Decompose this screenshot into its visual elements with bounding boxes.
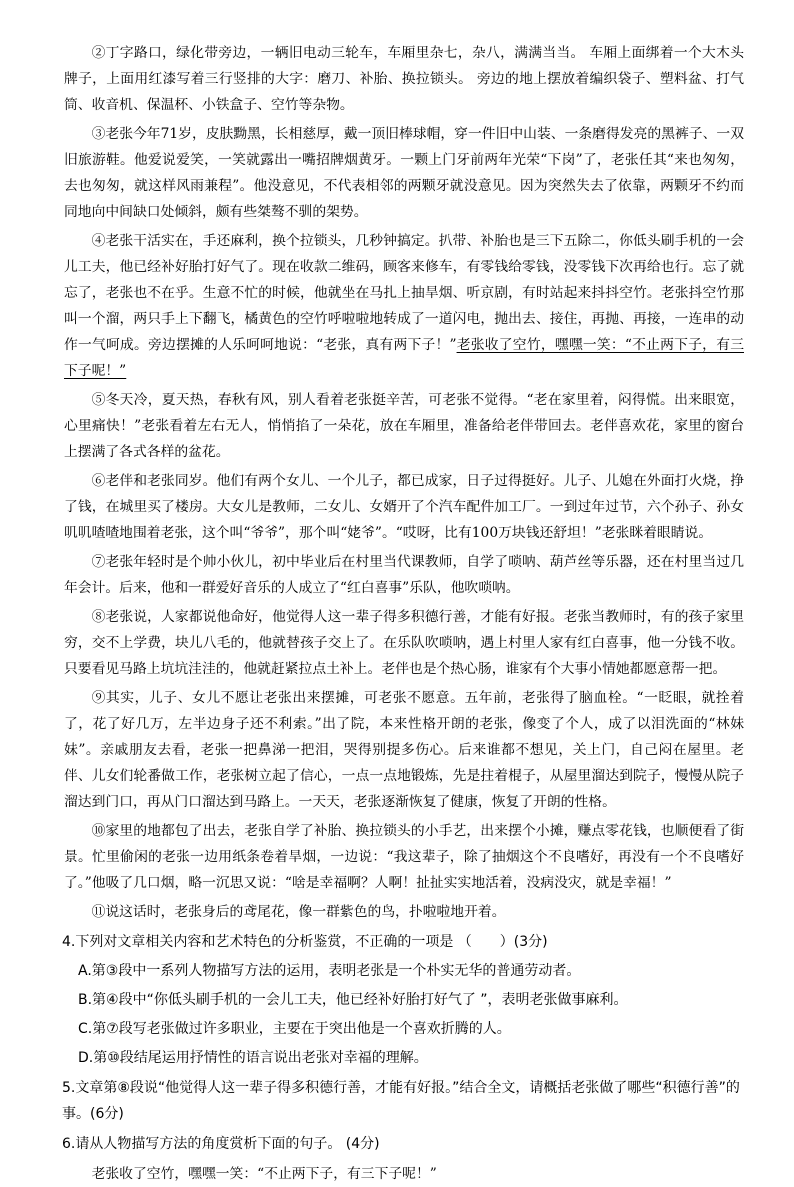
question-5: 5.文章第⑧段说“他觉得人这一辈子得多积德行善，才能有好报。”结合全文，请概括老张做了哪些“积德行善”的事。(6分) (62, 1080, 740, 1122)
question-4-option-c: C.第⑦段写老张做过许多职业，主要在于突出他是一个喜欢折腾的人。 (78, 1021, 511, 1037)
paragraph-3: ③老张今年71岁，皮肤黝黑，长相慈厚，戴一顶旧棒球帽，穿一件旧中山装、一条磨得发亮的黑裤子、一双旧旅游鞋。他爱说爱笑，一笑就露出一嘴招牌烟黄牙。一颗上门牙前两年光荣“下岗”了，老张任其“来也匆匆，去也匆匆，就这样风雨兼程”。他没意见，不代表相邻的两颗牙就没意见。因为突然失去了依靠，两颗牙不约而同地向中间缺口处倾斜，颇有些桀骜不驯的架势。 (64, 126, 744, 220)
paragraph-4 (64, 228, 744, 384)
question-4-option-b: B.第④段中“你低头刷手机的一会儿工夫，他已经补好胎打好气了 ”，表明老张做事麻利。 (78, 992, 628, 1008)
question-4-option-a: A.第③段中一系列人物描写方法的运用，表明老张是一个朴实无华的普通劳动者。 (78, 963, 581, 979)
paragraph-9: ⑨其实，儿子、女儿不愿让老张出来摆摊，可老张不愿意。五年前，老张得了脑血栓。“一眨眼，就拴着了，花了好几万，左半边身子还不利索。”出了院，本来性格开朗的老张，像变了个人，成了以泪洗面的“林妹妹”。亲戚朋友去看，老张一把鼻涕一把泪，哭得别提多伤心。后来谁都不想见，关上门，自己闷在屋里。老伴、儿女们轮番做工作，老张树立起了信心，一点一点地锻炼，先是拄着棍子，从屋里溜达到院子，慢慢从院子溜达到门口，再从门口溜达到马路上。一天天，老张逐渐恢复了健康，恢复了开朗的性格。 (64, 690, 744, 810)
paragraph-11: ⑪说这话时，老张身后的鸢尾花，像一群紫色的鸟，扑啦啦地开着。 (91, 904, 506, 920)
question-6: 6.请从人物描写方法的角度赏析下面的句子。 (4分) (62, 1136, 380, 1152)
question-4-option-d: D.第⑩段结尾运用抒情性的语言说出老张对幸福的理解。 (78, 1050, 428, 1066)
exam-page (64, 40, 744, 1187)
reading-passage (64, 40, 744, 925)
question-4: 4.下列对文章相关内容和艺术特色的分析鉴赏，不正确的一项是 （ ）(3分) (62, 934, 548, 950)
paragraph-6: ⑥老伴和老张同岁。他们有两个女儿、一个儿子，都已成家，日子过得挺好。儿子、儿媳在外面打火烧，挣了钱，在城里买了楼房。大女儿是教师，二女儿、女婿开了个汽车配件加工厂。一到过年过节，六个孙子、孙女叽叽喳喳地围着老张，这个叫“爷爷”，那个叫“姥爷”。“哎呀，比有100万块钱还舒坦！”老张眯着眼睛说。 (64, 473, 744, 541)
underlined-sentence: 老张收了空竹，嘿嘿一笑：“不止两下子，有三下子呢！” (64, 337, 744, 379)
paragraph-8: ⑧老张说，人家都说他命好，他觉得人这一辈子得多积德行善，才能有好报。老张当教师时，有的孩子家里穷，交不上学费，块儿八毛的，他就替孩子交上了。在乐队吹唢呐，遇上村里人家有红白喜事，他一分钱不收。只要看见马路上坑坑洼洼的，他就赶紧拉点土补上。老伴也是个热心肠，谁家有个大事小情她都愿意帮一把。 (64, 609, 744, 677)
paragraph-5: ⑤冬天冷，夏天热，春秋有风，别人看着老张挺辛苦，可老张不觉得。“老在家里着，闷得慌。出来眼宽，心里痛快！”老张看着左右无人，悄悄掐了一朵花，放在车厢里，准备给老伴带回去。老伴喜欢花，家里的窗台上摆满了各式各样的盆花。 (64, 392, 744, 460)
question-6-quote: 老张收了空竹，嘿嘿一笑：“不止两下子，有三下子呢！” (91, 1166, 437, 1182)
paragraph-4-text: ④老张干活实在，手还麻利，换个拉锁头，几秒钟搞定。扒带、补胎也是三下五除二，你低头刷手机的一会儿工夫，他已经补好胎打好气了。现在收款二维码，顾客来修车，有零钱给零钱，没零钱下次再给也行。忘了就忘了，老张也不在乎。生意不忙的时候，他就坐在马扎上抽旱烟、听京剧，有时站起来抖抖空竹。老张抖空竹那叫一个溜，两只手上下翻飞，橘黄色的空竹呼啦啦地转成了一道闪电，抛出去、接住，再抛、再接，一连串的动作一气呵成。旁边摆摊的人乐呵呵地说：“老张，真有两下子！” (64, 233, 744, 353)
paragraph-10: ⑩家里的地都包了出去，老张自学了补胎、换拉锁头的小手艺，出来摆个小摊，赚点零花钱，也顺便看了街景。忙里偷闲的老张一边用纸条卷着旱烟，一边说：“我这辈子，除了抽烟这个不良嗜好，再没有一个不良嗜好了。”他吸了几口烟，略一沉思又说：“啥是幸福啊？人啊！扯扯实实地活着，没病没灾，就是幸福！” (64, 823, 744, 891)
paragraph-7: ⑦老张年轻时是个帅小伙儿，初中毕业后在村里当代课教师，自学了唢呐、葫芦丝等乐器，还在村里当过几年会计。后来，他和一群爱好音乐的人成立了“红白喜事”乐队，他吹唢呐。 (64, 554, 744, 596)
paragraph-2: ②丁字路口，绿化带旁边，一辆旧电动三轮车，车厢里杂七，杂八，满满当当。 车厢上面绑着一个大木头牌子，上面用红漆写着三行竖排的大字：磨刀、补胎、换拉锁头。 旁边的地上摆放着编织袋子、塑料盆、打气筒、收音机、保温杯、小铁盒子、空竹等杂物。 (64, 45, 744, 113)
